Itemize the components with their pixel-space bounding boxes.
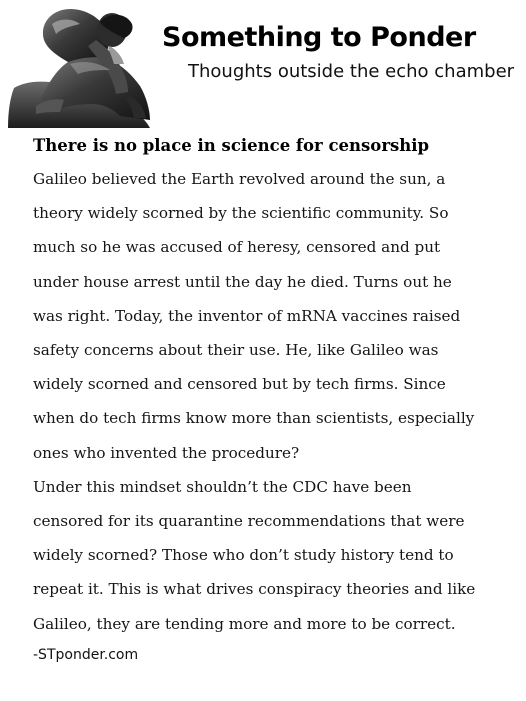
body-line: theory widely scorned by the scientific community. So — [33, 204, 449, 223]
article-title: There is no place in science for censorship — [33, 136, 430, 155]
body-line: censored for its quarantine recommendations that were — [33, 512, 465, 531]
body-line: Galileo believed the Earth revolved around the sun, a — [33, 170, 446, 188]
body-line: widely scorned? Those who don’t study history tend to — [33, 546, 454, 565]
site-tagline: Thoughts outside the echo chamber — [188, 61, 515, 82]
body-line: much so he was accused of heresy, censored and put — [33, 238, 441, 257]
body-line: ones who invented the procedure? — [33, 443, 300, 462]
body-line: Under this mindset shouldn’t the CDC have been — [33, 477, 412, 496]
article-body — [33, 162, 503, 641]
article — [33, 134, 503, 666]
body-line: safety concerns about their use. He, like Galileo was — [33, 341, 439, 360]
site-header — [0, 0, 526, 130]
body-line: was right. Today, the inventor of mRNA vaccines raised — [33, 306, 461, 325]
thinker-statue-icon — [0, 0, 160, 128]
body-line: repeat it. This is what drives conspiracy theories and like — [33, 580, 476, 599]
body-line: Galileo, they are tending more and more to be correct. — [33, 614, 456, 633]
body-line: widely scorned and censored but by tech firms. Since — [33, 375, 446, 394]
body-line: under house arrest until the day he died. Turns out he — [33, 272, 452, 291]
signature: -STponder.com — [33, 646, 139, 663]
body-line: when do tech firms know more than scientists, especially — [33, 409, 475, 428]
site-title: Something to Ponder — [162, 22, 476, 53]
